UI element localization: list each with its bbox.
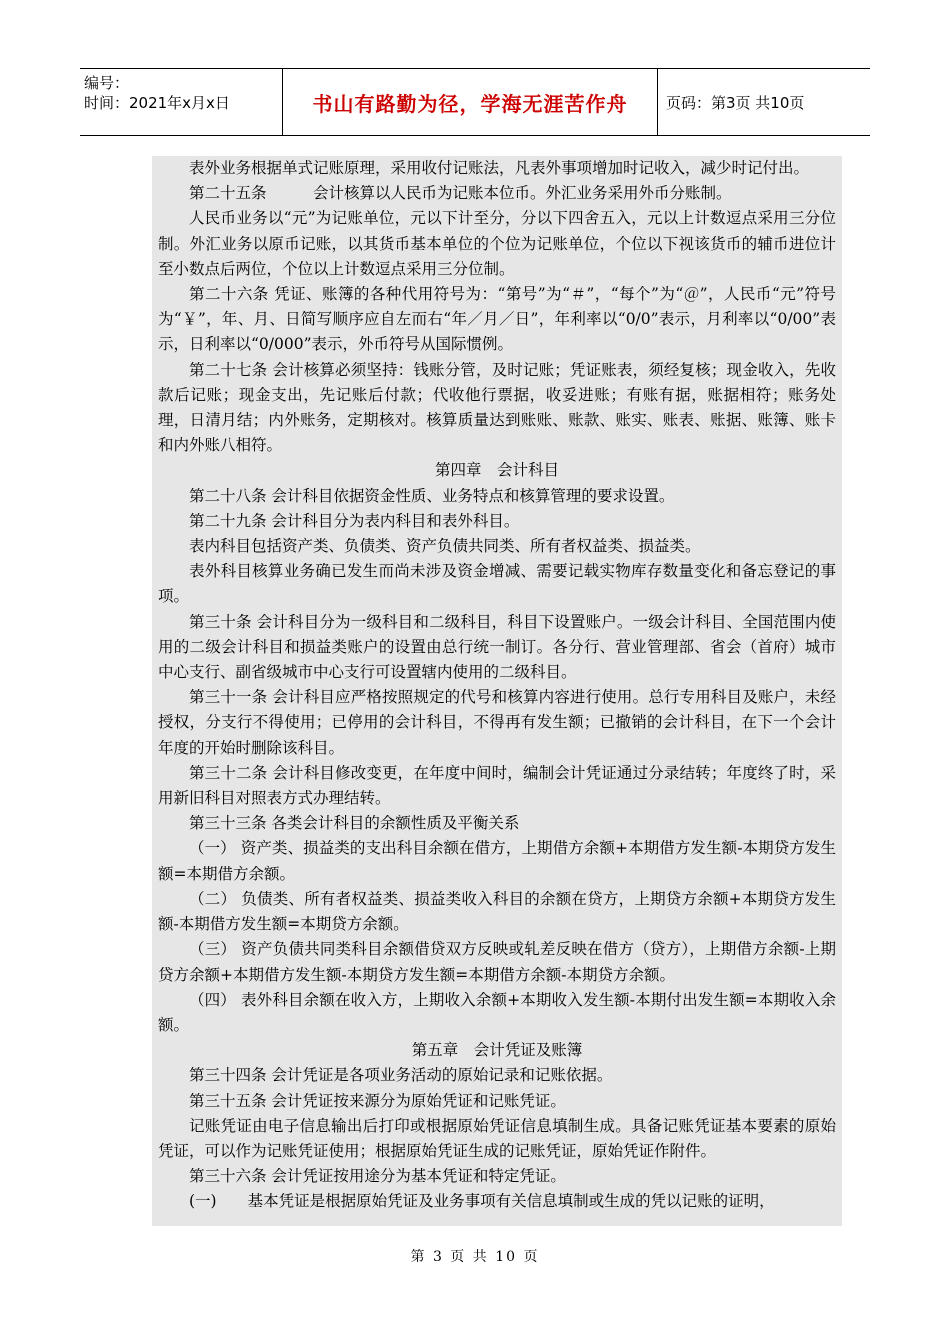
header-motto: 书山有路勤为径，学海无涯苦作舟 — [312, 91, 628, 116]
list-item: （一） 资产类、损益类的支出科目余额在借方，上期借方余额+本期借方发生额-本期贷方发生额=本期借方余额。 — [158, 839, 836, 883]
article-35: 第三十五条 会计凭证按来源分为原始凭证和记账凭证。 — [189, 1091, 566, 1110]
article-32: 第三十二条 会计科目修改变更，在年度中间时，编制会计凭证通过分录结转；年度终了时，采用新旧科目对照表方式办理结转。 — [158, 763, 836, 808]
article-25: 第二十五条 会计核算以人民币为记账本位币。外汇业务采用外币分账制。 — [189, 184, 732, 203]
page-header — [80, 68, 870, 136]
paragraph: 表外业务根据单式记账原理，采用收付记账法，凡表外事项增加时记收入，减少时记付出。 — [189, 159, 810, 177]
article-28: 第二十八条 会计科目依据资金性质、业务特点和核算管理的要求设置。 — [189, 486, 675, 505]
article-36: 第三十六条 会计凭证按用途分为基本凭证和特定凭证。 — [189, 1167, 566, 1186]
paragraph: 表内科目包括资产类、负债类、资产负债共同类、所有者权益类、损益类。 — [189, 537, 701, 556]
document-body — [152, 156, 842, 1226]
article-29: 第二十九条 会计科目分为表内科目和表外科目。 — [189, 511, 520, 530]
paragraph: 记账凭证由电子信息输出后打印或根据原始凭证信息填制生成。具备记账凭证基本要素的原始凭证，可以作为记账凭证使用；根据原始凭证生成的记账凭证，原始凭证作附件。 — [158, 1116, 836, 1160]
article-34: 第三十四条 会计凭证是各项业务活动的原始记录和记账依据。 — [189, 1066, 613, 1085]
header-motto-cell — [282, 69, 658, 135]
paragraph: 人民币业务以“元”为记账单位，元以下计至分，分以下四舍五入，元以上计数逗点采用三分位制。外汇业务以原币记账，以其货币基本单位的个位为记账单位，个位以下视该货币的辅币进位计至小数点后两位，个位以上计数逗点采用三分位制。 — [158, 209, 836, 278]
header-meta — [80, 69, 282, 135]
chapter-heading: 第四章 会计科目 — [434, 461, 559, 480]
article-31: 第三十一条 会计科目应严格按照规定的代号和核算内容进行使用。总行专用科目及账户，未经授权，分支行不得使用；已停用的会计科目，不得再有发生额；已撤销的会计科目，在下一个会计年度的开始时删除该科目。 — [158, 688, 836, 757]
list-item: （二） 负债类、所有者权益类、损益类收入科目的余额在贷方，上期贷方余额+本期贷方发生额-本期借方发生额=本期贷方余额。 — [158, 889, 836, 934]
article-26: 第二十六条 凭证、账簿的各种代用符号为：“第号”为“＃”，“每个”为“＠”，人民币“元”符号为“￥”，年、月、日简写顺序应自左而右“年／月／日”，年利率以“0/0”表示，月利率以“0/00”表示，日利率以“0/000”表示，外币符号从国际惯例。 — [158, 285, 836, 354]
document-date-label: 时间：2021年x月x日 — [84, 94, 230, 112]
list-item: （四） 表外科目余额在收入方，上期收入余额+本期收入发生额-本期付出发生额=本期收入余额。 — [158, 990, 836, 1034]
article-33: 第三十三条 各类会计科目的余额性质及平衡关系 — [189, 814, 520, 833]
header-page-cell — [658, 69, 870, 135]
paragraph: 表外科目核算业务确已发生而尚未涉及资金增减、需要记载实物库存数量变化和备忘登记的事项。 — [158, 562, 836, 606]
article-27: 第二十七条 会计核算必须坚持：钱账分管，及时记账；凭证账表，须经复核；现金收入，先收款后记账；现金支出，先记账后付款；代收他行票据，收妥进账；有账有据，账据相符；账务处理，日清月结；内外账务，定期核对。核算质量达到账账、账款、账实、账表、账据、账簿、账卡和内外账八相符。 — [158, 360, 836, 455]
article-30: 第三十条 会计科目分为一级科目和二级科目，科目下设置账户。一级会计科目、全国范围内使用的二级会计科目和损益类账户的设置由总行统一制订。各分行、营业管理部、省会（首府）城市中心支行、副省级城市中心支行可设置辖内使用的二级科目。 — [158, 612, 836, 682]
page-footer: 第 3 页 共 10 页 — [410, 1249, 540, 1265]
list-item: （三） 资产负债共同类科目余额借贷双方反映或轧差反映在借方（贷方），上期借方余额-上期贷方余额+本期借方发生额-本期贷方发生额=本期借方余额-本期贷方余额。 — [158, 940, 836, 984]
list-item: (一) 基本凭证是根据原始凭证及业务事项有关信息填制或生成的凭以记账的证明， — [189, 1192, 775, 1211]
header-page-number: 页码：第3页 共10页 — [666, 93, 805, 112]
document-number-label: 编号： — [84, 74, 130, 92]
chapter-heading: 第五章 会计凭证及账簿 — [411, 1041, 583, 1060]
